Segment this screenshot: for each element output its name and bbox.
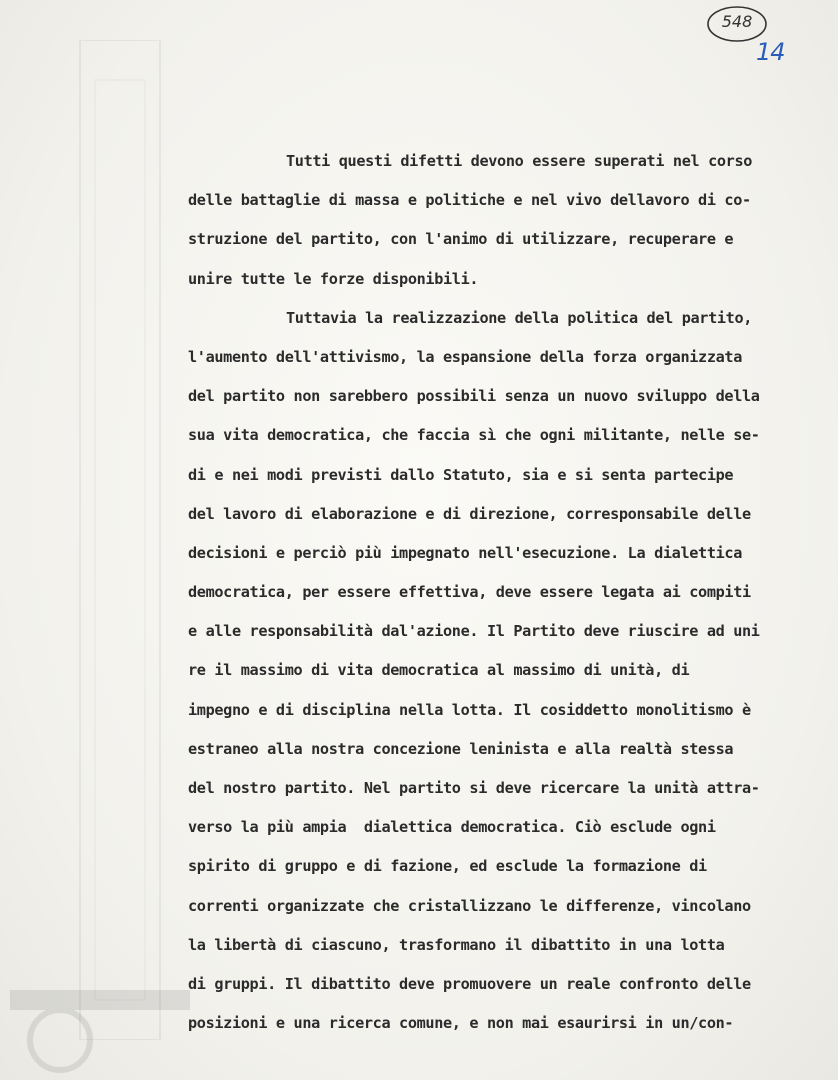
text-line: Tutti questi difetti devono essere superati nel corso [286, 152, 753, 170]
foundation-logo-icon [0, 980, 200, 1080]
text-line: l'aumento dell'attivismo, la espansione della forza organizzata [188, 347, 743, 366]
text-line: estraneo alla nostra concezione leninista e alla realtà stessa [188, 739, 734, 758]
text-line: democratica, per essere effettiva, deve essere legata ai compiti [188, 583, 751, 602]
text-line: del partito non sarebbero possibili senza un nuovo sviluppo della [188, 387, 760, 406]
text-line: la libertà di ciascuno, trasformano il dibattito in una lotta [188, 935, 725, 954]
text-line: del nostro partito. Nel partito si deve ricercare la unità attra- [188, 779, 760, 797]
text-line: delle battaglie di massa e politiche e nel vivo dellavoro di co- [188, 191, 751, 210]
text-line: sua vita democratica, che faccia sì che ogni militante, nelle se- [188, 426, 760, 445]
text-line: re il massimo di vita democratica al massimo di unità, di [188, 661, 690, 680]
text-line: spirito di gruppo e di fazione, ed esclude la formazione di [188, 857, 707, 876]
text-line: e alle responsabilità dal'azione. Il Partito deve riuscire ad uni [188, 622, 760, 641]
text-line: unire tutte le forze disponibili. [188, 269, 479, 288]
text-line: verso la più ampia dialettica democratica. Ciò esclude ogni [188, 818, 716, 837]
typewritten-body [188, 142, 828, 1043]
text-line: struzione del partito, con l'animo di utilizzare, recuperare e [188, 230, 734, 249]
text-line: del lavoro di elaborazione e di direzione, corresponsabile delle [188, 504, 751, 523]
text-line: di e nei modi previsti dallo Statuto, sia e si senta partecipe [188, 465, 734, 484]
text-line: impegno e di disciplina nella lotta. Il cosiddetto monolitismo è [188, 700, 751, 719]
text-line: correnti organizzate che cristallizzano le differenze, vincolano [188, 896, 751, 915]
text-line: posizioni e una ricerca comune, e non mai esaurirsi in un/con- [188, 1014, 734, 1033]
text-line: decisioni e perciò più impegnato nell'esecuzione. La dialettica [188, 543, 743, 562]
text-line: Tuttavia la realizzazione della politica del partito, [286, 308, 753, 327]
stamp-text: 548 [721, 12, 753, 31]
text-line: di gruppi. Il dibattito deve promuovere un reale confronto delle [188, 974, 751, 993]
page-number-handwritten: 14 [756, 38, 785, 66]
archive-watermark [60, 40, 180, 1040]
